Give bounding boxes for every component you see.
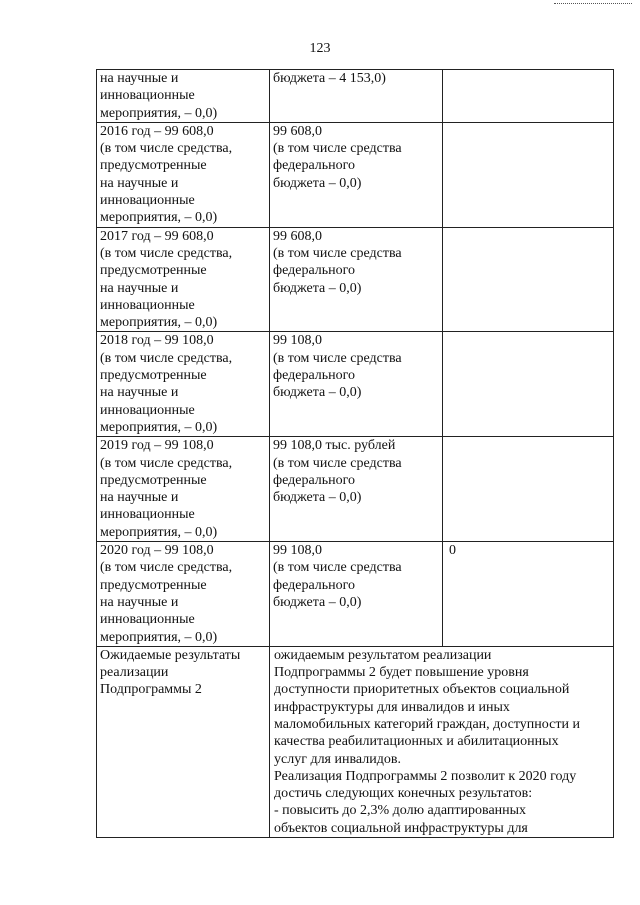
row-funding-total: 2018 год – 99 108,0 (в том числе средства, предусмотренные на научные и инновационные мероприятия, – 0,0) — [97, 332, 270, 437]
row-funding-other — [443, 70, 614, 123]
corner-scan-mark — [554, 3, 632, 6]
row-funding-total: 2016 год – 99 608,0 (в том числе средства, предусмотренные на научные и инновационные мероприятия, – 0,0) — [97, 122, 270, 227]
row-funding-other — [443, 437, 614, 542]
row-funding-federal: 99 108,0 (в том числе средства федерального бюджета – 0,0) — [270, 332, 443, 437]
row-funding-federal: 99 108,0 тыс. рублей (в том числе средства федерального бюджета – 0,0) — [270, 437, 443, 542]
row-funding-other — [443, 122, 614, 227]
row-funding-federal: 99 608,0 (в том числе средства федерального бюджета – 0,0) — [270, 227, 443, 332]
row-funding-other — [443, 332, 614, 437]
table-row-expected-results — [97, 646, 614, 837]
table-row-2019 — [97, 437, 614, 542]
table-row-2017 — [97, 227, 614, 332]
table-row-2018 — [97, 332, 614, 437]
expected-results-text: ожидаемым результатом реализации Подпрограммы 2 будет повышение уровня доступности приоритетных объектов социальной инфраструктуры для инвалидов и иных маломобильных категорий граждан, доступности и качества реабилитационных и абилитационных услуг для инвалидов. Реализация Подпрограммы 2 позволит к 2020 году достичь следующих конечных результатов: - повысить до 2,3% долю адаптированных объектов социальной инфраструктуры для — [270, 646, 614, 837]
row-funding-total: 2020 год – 99 108,0 (в том числе средства, предусмотренные на научные и инновационные мероприятия, – 0,0) — [97, 542, 270, 647]
table-row-continuation — [97, 70, 614, 123]
row-funding-other: 0 — [443, 542, 614, 647]
row-funding-total: 2017 год – 99 608,0 (в том числе средства, предусмотренные на научные и инновационные мероприятия, – 0,0) — [97, 227, 270, 332]
funding-table — [96, 69, 614, 838]
row-funding-federal: бюджета – 4 153,0) — [270, 70, 443, 123]
expected-results-label: Ожидаемые результаты реализации Подпрограммы 2 — [97, 646, 270, 837]
row-funding-total: на научные и инновационные мероприятия, – 0,0) — [97, 70, 270, 123]
row-funding-other — [443, 227, 614, 332]
row-funding-total: 2019 год – 99 108,0 (в том числе средства, предусмотренные на научные и инновационные мероприятия, – 0,0) — [97, 437, 270, 542]
table-row-2016 — [97, 122, 614, 227]
row-funding-federal: 99 608,0 (в том числе средства федерального бюджета – 0,0) — [270, 122, 443, 227]
table-row-2020 — [97, 542, 614, 647]
page-number: 123 — [309, 41, 331, 56]
row-funding-federal: 99 108,0 (в том числе средства федерального бюджета – 0,0) — [270, 542, 443, 647]
